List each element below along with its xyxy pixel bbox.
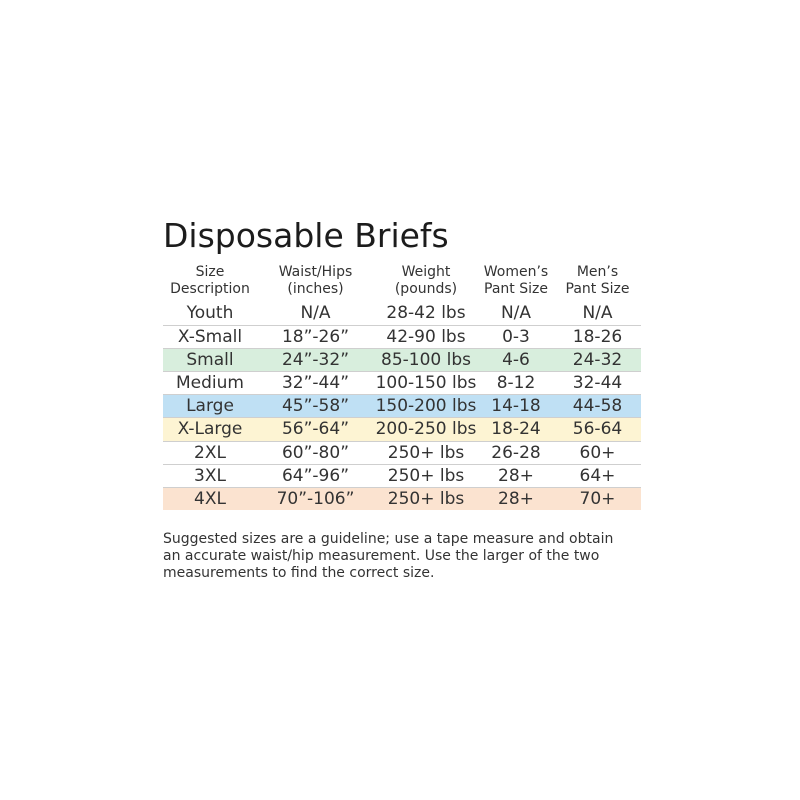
size-note	[163, 531, 633, 582]
cell-weight: 250+ lbs	[387, 488, 465, 509]
header-weight: Weight (pounds)	[394, 264, 458, 297]
size-table-body	[163, 302, 641, 510]
cell-womens-pant-size: 18-24	[491, 419, 541, 440]
cell-womens-pant-size: 4-6	[502, 350, 530, 371]
cell-waist-hips: 60”-80”	[281, 442, 349, 463]
chart-title: Disposable Briefs	[163, 216, 449, 255]
cell-womens-pant-size: 28+	[498, 465, 534, 486]
cell-mens-pant-size: N/A	[582, 303, 613, 323]
cell-womens-pant-size: 8-12	[496, 373, 536, 394]
cell-weight: 200-250 lbs	[375, 419, 477, 440]
cell-mens-pant-size: 44-58	[572, 396, 623, 417]
cell-size-description: Small	[186, 350, 234, 371]
cell-weight: 85-100 lbs	[381, 350, 471, 371]
cell-mens-pant-size: 64+	[579, 465, 616, 486]
cell-waist-hips: 56”-64”	[281, 419, 349, 440]
cell-womens-pant-size: 14-18	[491, 396, 541, 417]
cell-weight: 250+ lbs	[387, 442, 465, 463]
cell-size-description: X-Large	[177, 419, 243, 440]
cell-size-description: Large	[186, 396, 234, 417]
cell-weight: 150-200 lbs	[375, 396, 477, 417]
cell-womens-pant-size: 0-3	[502, 327, 530, 348]
cell-waist-hips: 45”-58”	[281, 396, 349, 417]
cell-womens-pant-size: N/A	[500, 303, 532, 323]
table-row	[163, 394, 641, 417]
cell-mens-pant-size: 56-64	[572, 419, 623, 440]
cell-womens-pant-size: 26-28	[491, 442, 541, 463]
note-line: an accurate waist/hip measurement. Use the larger of the two	[163, 548, 600, 564]
cell-mens-pant-size: 18-26	[572, 327, 623, 348]
table-row	[163, 348, 641, 371]
table-row	[163, 464, 641, 487]
cell-mens-pant-size: 70+	[579, 488, 616, 509]
cell-size-description: 3XL	[194, 465, 226, 486]
cell-waist-hips: 70”-106”	[276, 488, 355, 509]
cell-mens-pant-size: 60+	[579, 442, 616, 463]
cell-weight: 42-90 lbs	[386, 327, 466, 348]
cell-mens-pant-size: 24-32	[572, 350, 623, 371]
table-row	[163, 441, 641, 464]
cell-waist-hips: 24”-32”	[281, 350, 349, 371]
cell-weight: 28-42 lbs	[386, 303, 466, 323]
cell-weight: 100-150 lbs	[375, 373, 477, 394]
table-row	[163, 302, 641, 325]
table-header	[163, 264, 641, 300]
cell-mens-pant-size: 32-44	[572, 373, 623, 394]
note-line: Suggested sizes are a guideline; use a tape measure and obtain	[163, 531, 614, 547]
table-row	[163, 371, 641, 394]
table-row	[163, 417, 641, 440]
header-waist-hips: Waist/Hips (inches)	[278, 264, 353, 297]
header-mens-pant-size: Men’s Pant Size	[565, 264, 630, 297]
header-size-description: Size Description	[170, 264, 250, 297]
table-row	[163, 325, 641, 348]
cell-size-description: 2XL	[194, 442, 226, 463]
cell-size-description: X-Small	[177, 327, 243, 348]
cell-womens-pant-size: 28+	[498, 488, 534, 509]
table-row	[163, 487, 641, 510]
cell-waist-hips: N/A	[300, 303, 331, 323]
cell-waist-hips: 32”-44”	[281, 373, 349, 394]
cell-size-description: 4XL	[194, 488, 226, 509]
cell-weight: 250+ lbs	[387, 465, 465, 486]
cell-size-description: Medium	[176, 373, 244, 394]
cell-waist-hips: 18”-26”	[281, 327, 349, 348]
note-line: measurements to find the correct size.	[163, 565, 435, 581]
cell-waist-hips: 64”-96”	[281, 465, 349, 486]
header-womens-pant-size: Women’s Pant Size	[483, 264, 549, 297]
cell-size-description: Youth	[186, 303, 234, 323]
